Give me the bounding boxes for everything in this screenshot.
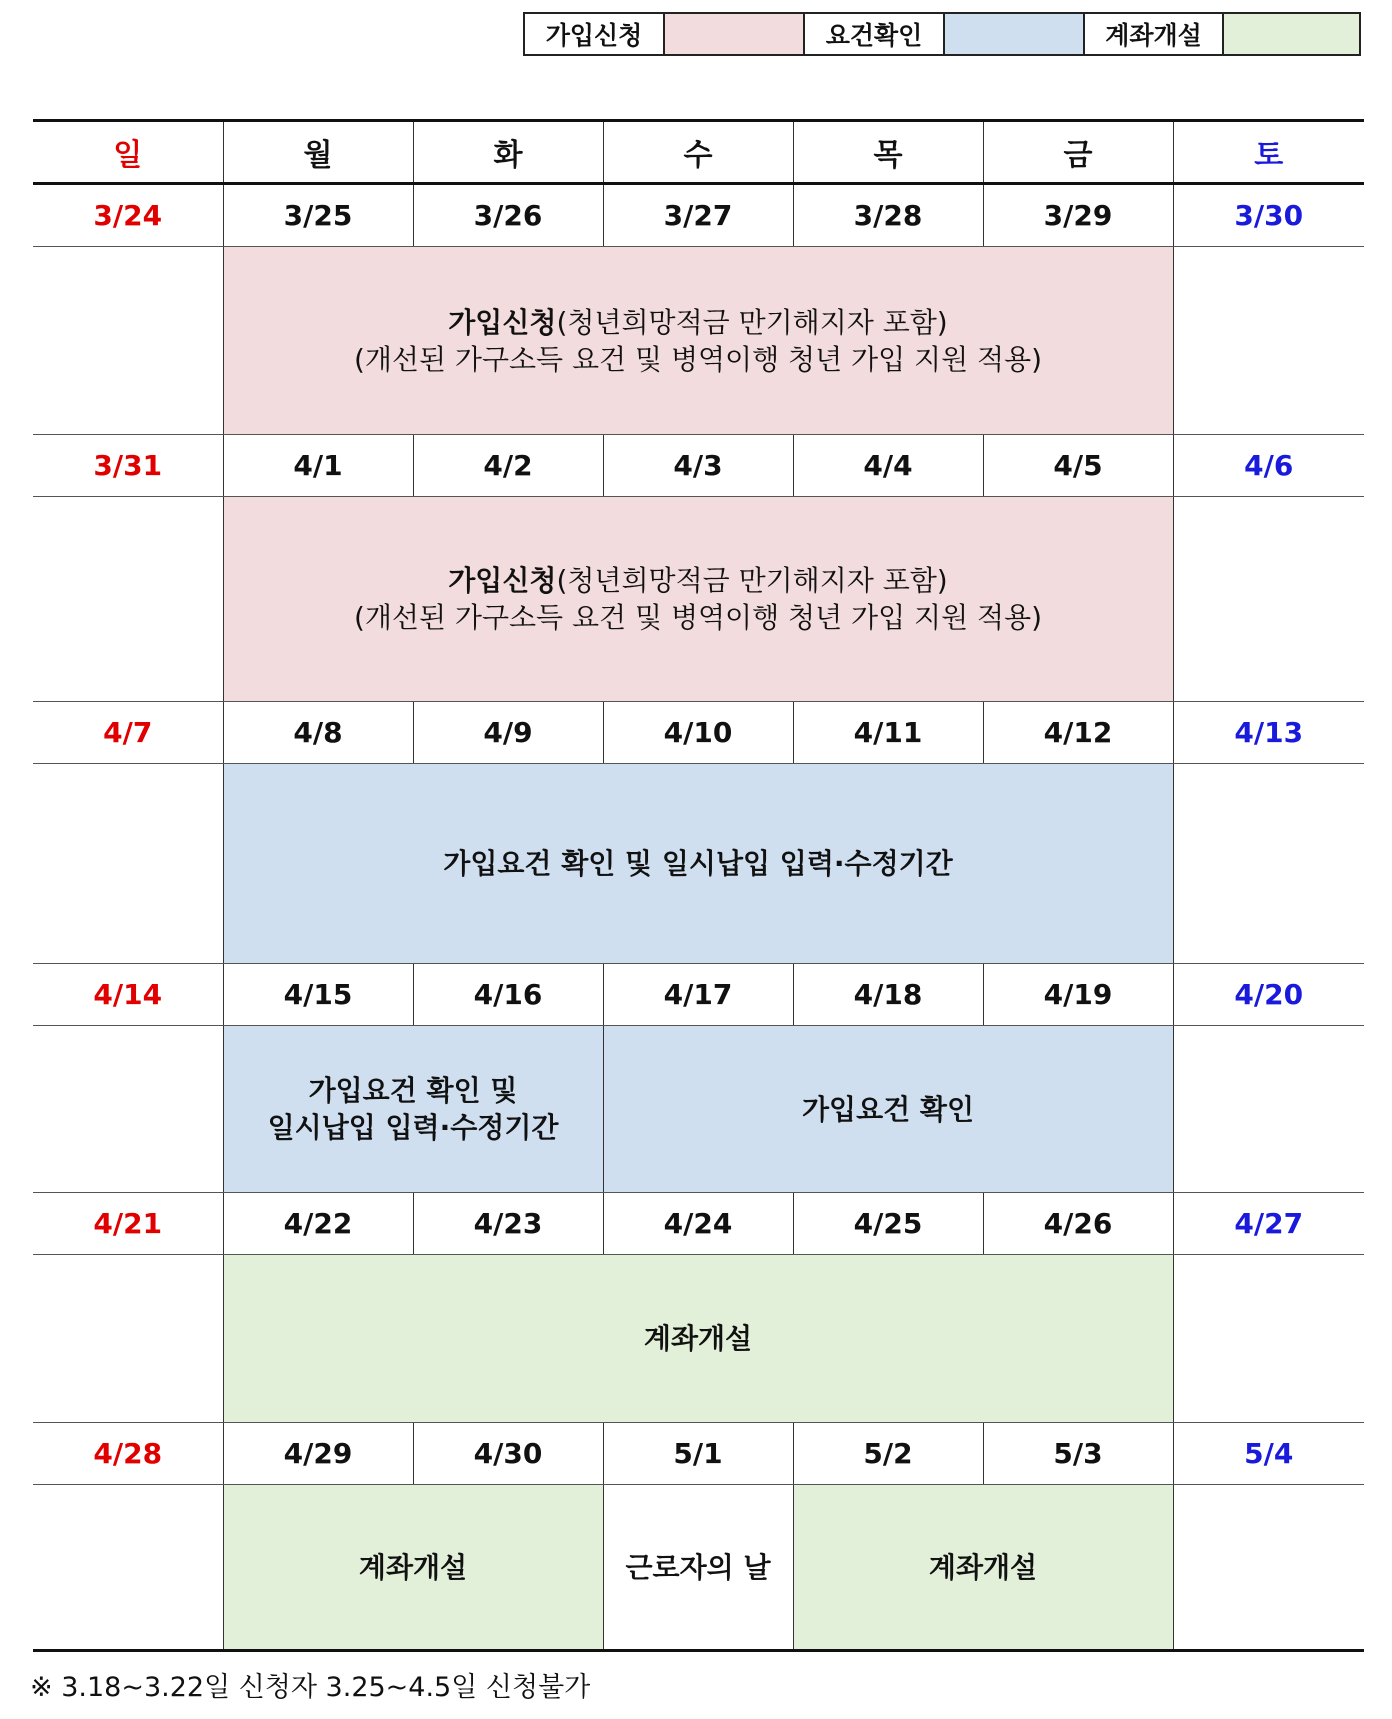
date-cell: 4/28 — [33, 1423, 223, 1485]
legend-label-apply: 가입신청 — [525, 14, 665, 54]
empty-cell — [1173, 1485, 1364, 1651]
date-row — [33, 435, 1364, 497]
date-cell: 4/21 — [33, 1193, 223, 1255]
date-cell: 3/24 — [33, 184, 223, 247]
event-apply-rest: (청년희망적금 만기해지자 포함) — [556, 305, 948, 339]
date-cell: 4/25 — [793, 1193, 983, 1255]
date-cell: 4/29 — [223, 1423, 413, 1485]
weekday-header-row — [33, 121, 1364, 184]
date-cell: 3/28 — [793, 184, 983, 247]
event-row — [33, 497, 1364, 702]
date-cell: 4/13 — [1173, 702, 1364, 764]
event-apply-bold: 가입신청 — [448, 305, 557, 339]
event-apply — [223, 247, 1173, 435]
event-account: 계좌개설 — [223, 1485, 603, 1651]
date-cell: 4/5 — [983, 435, 1173, 497]
date-cell: 4/1 — [223, 435, 413, 497]
event-apply-rest: (청년희망적금 만기해지자 포함) — [556, 564, 948, 597]
event-labor-day: 근로자의 날 — [603, 1485, 793, 1651]
date-row — [33, 702, 1364, 764]
date-cell: 4/8 — [223, 702, 413, 764]
event-check: 가입요건 확인 — [603, 1026, 1173, 1193]
weekday-tue: 화 — [413, 121, 603, 184]
event-row — [33, 764, 1364, 964]
empty-cell — [1173, 497, 1364, 702]
date-cell: 5/3 — [983, 1423, 1173, 1485]
date-cell: 4/16 — [413, 964, 603, 1026]
empty-cell — [33, 1026, 223, 1193]
date-cell: 4/23 — [413, 1193, 603, 1255]
date-row — [33, 184, 1364, 247]
date-cell: 3/31 — [33, 435, 223, 497]
date-cell: 4/2 — [413, 435, 603, 497]
date-cell: 4/24 — [603, 1193, 793, 1255]
weekday-fri: 금 — [983, 121, 1173, 184]
date-cell: 4/27 — [1173, 1193, 1364, 1255]
event-apply-line2: (개선된 가구소득 요건 및 병역이행 청년 가입 지원 적용) — [353, 342, 1043, 376]
date-cell: 3/29 — [983, 184, 1173, 247]
date-cell: 4/10 — [603, 702, 793, 764]
date-cell: 4/12 — [983, 702, 1173, 764]
empty-cell — [33, 1255, 223, 1423]
empty-cell — [33, 247, 223, 435]
event-apply-bold: 가입신청 — [448, 564, 557, 597]
date-cell: 5/1 — [603, 1423, 793, 1485]
date-cell: 4/26 — [983, 1193, 1173, 1255]
event-apply — [223, 497, 1173, 702]
empty-cell — [1173, 247, 1364, 435]
weekday-sat: 토 — [1173, 121, 1364, 184]
date-cell: 4/30 — [413, 1423, 603, 1485]
date-cell: 3/25 — [223, 184, 413, 247]
date-cell: 4/9 — [413, 702, 603, 764]
event-row — [33, 1485, 1364, 1651]
event-account: 계좌개설 — [793, 1485, 1173, 1651]
weekday-thu: 목 — [793, 121, 983, 184]
legend-label-account: 계좌개설 — [1085, 14, 1224, 54]
weekday-mon: 월 — [223, 121, 413, 184]
date-cell: 4/22 — [223, 1193, 413, 1255]
date-cell: 4/11 — [793, 702, 983, 764]
weekday-wed: 수 — [603, 121, 793, 184]
legend — [523, 12, 1361, 56]
event-check-input-line1: 가입요건 확인 및 — [308, 1074, 518, 1107]
date-row — [33, 1193, 1364, 1255]
empty-cell — [1173, 1026, 1364, 1193]
date-cell: 5/4 — [1173, 1423, 1364, 1485]
legend-swatch-account — [1224, 14, 1359, 54]
date-cell: 5/2 — [793, 1423, 983, 1485]
weekday-sun: 일 — [33, 121, 223, 184]
date-row — [33, 1423, 1364, 1485]
event-apply-line2: (개선된 가구소득 요건 및 병역이행 청년 가입 지원 적용) — [353, 601, 1043, 634]
date-cell: 4/6 — [1173, 435, 1364, 497]
empty-cell — [1173, 764, 1364, 964]
empty-cell — [33, 1485, 223, 1651]
empty-cell — [33, 764, 223, 964]
empty-cell — [1173, 1255, 1364, 1423]
event-check-input — [223, 1026, 603, 1193]
date-cell: 4/14 — [33, 964, 223, 1026]
calendar — [33, 119, 1364, 1652]
date-cell: 4/15 — [223, 964, 413, 1026]
date-cell: 3/27 — [603, 184, 793, 247]
legend-swatch-apply — [665, 14, 805, 54]
date-cell: 4/4 — [793, 435, 983, 497]
event-check-input: 가입요건 확인 및 일시납입 입력·수정기간 — [223, 764, 1173, 964]
date-cell: 4/17 — [603, 964, 793, 1026]
empty-cell — [33, 497, 223, 702]
date-cell: 4/3 — [603, 435, 793, 497]
event-row — [33, 1255, 1364, 1423]
legend-label-check: 요건확인 — [805, 14, 945, 54]
event-check-input-line2: 일시납입 입력·수정기간 — [267, 1111, 559, 1144]
date-cell: 3/30 — [1173, 184, 1364, 247]
date-cell: 4/18 — [793, 964, 983, 1026]
date-cell: 4/20 — [1173, 964, 1364, 1026]
date-cell: 3/26 — [413, 184, 603, 247]
event-account: 계좌개설 — [223, 1255, 1173, 1423]
event-row — [33, 247, 1364, 435]
event-row — [33, 1026, 1364, 1193]
legend-swatch-check — [945, 14, 1085, 54]
date-row — [33, 964, 1364, 1026]
calendar-table — [33, 119, 1364, 1652]
footnote: ※ 3.18~3.22일 신청자 3.25~4.5일 신청불가 — [30, 1672, 591, 1703]
date-cell: 4/7 — [33, 702, 223, 764]
date-cell: 4/19 — [983, 964, 1173, 1026]
